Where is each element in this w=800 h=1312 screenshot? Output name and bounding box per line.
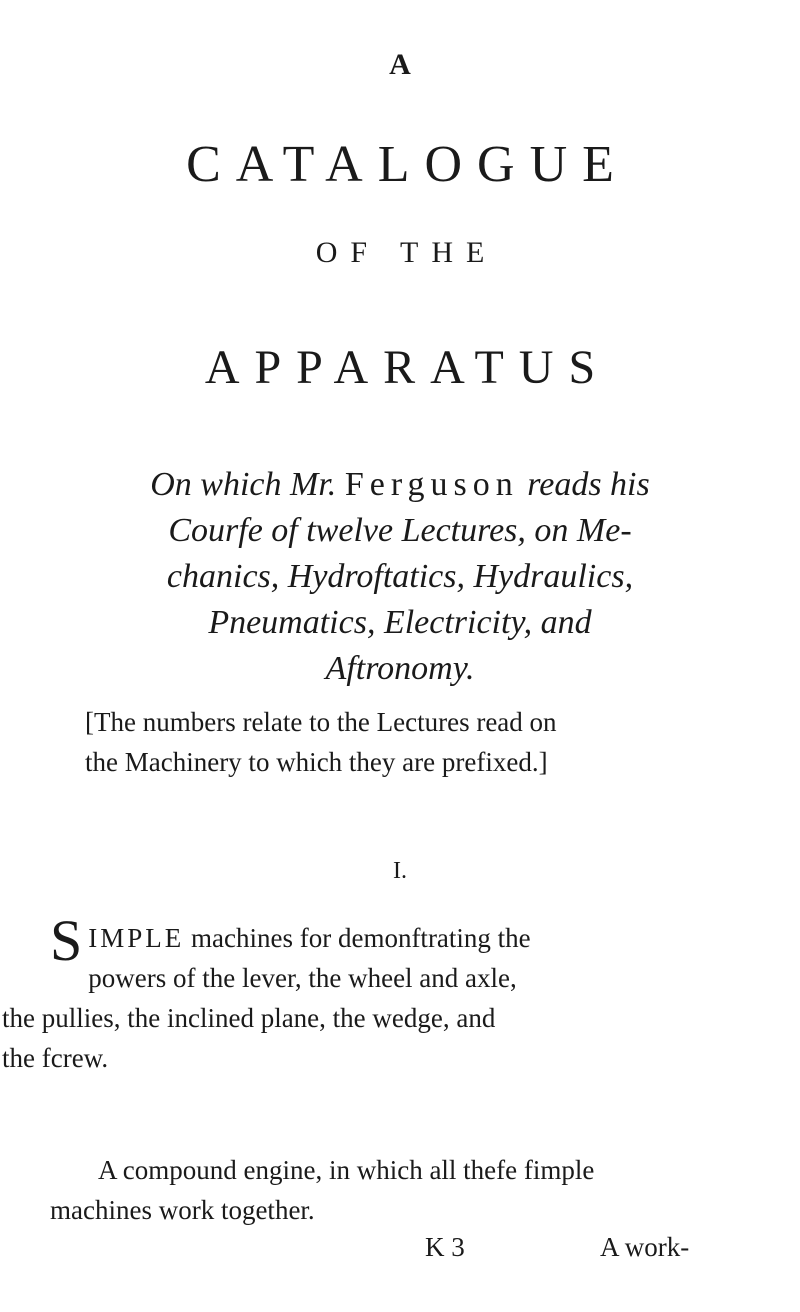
subtitle-line-2: Courfe of twelve Lectures, on Me- <box>168 512 632 549</box>
drop-cap: S <box>50 908 83 973</box>
signature-mark: K 3 <box>425 1232 465 1262</box>
subtitle-line-1 <box>40 462 760 508</box>
para1-line-4: the fcrew. <box>2 1043 109 1073</box>
subtitle-line-4: Pneumatics, Electricity, and <box>208 604 592 641</box>
heading-apparatus: APPARATUS <box>204 341 611 394</box>
subtitle-text: reads his <box>518 466 650 503</box>
para1-line-3: the pullies, the inclined plane, the wedge, and <box>2 1003 496 1033</box>
para1-line-1 <box>50 918 750 958</box>
subtitle-line-3: chanics, Hydroftatics, Hydraulics, <box>166 558 634 595</box>
section-number: I. <box>393 858 407 884</box>
note-line-1: [The numbers relate to the Lectures read on <box>85 707 557 737</box>
paragraph-compound-engine <box>50 1150 760 1230</box>
para1-line-2: powers of the lever, the wheel and axle, <box>88 963 517 993</box>
subtitle-text: On which Mr. <box>150 466 345 503</box>
catchword: A work- <box>600 1232 690 1262</box>
page-title: CATALOGUE <box>186 136 629 193</box>
author-name: Ferguson <box>344 466 519 503</box>
subtitle-block <box>40 462 760 692</box>
para2-line-2: machines work together. <box>50 1195 315 1225</box>
bracket-note <box>85 702 745 782</box>
heading-of-the: OF THE <box>315 236 498 269</box>
note-line-2: the Machinery to which they are prefixed.] <box>85 747 548 777</box>
paragraph-simple-machines <box>2 908 750 1078</box>
para1-text: machines for demonftrating the <box>184 923 531 953</box>
para2-line-1: A compound engine, in which all thefe fimple <box>98 1155 595 1185</box>
subtitle-line-5: Aftronomy. <box>325 650 475 687</box>
smallcaps-word: IMPLE <box>88 923 185 953</box>
heading-article: A <box>389 48 411 81</box>
